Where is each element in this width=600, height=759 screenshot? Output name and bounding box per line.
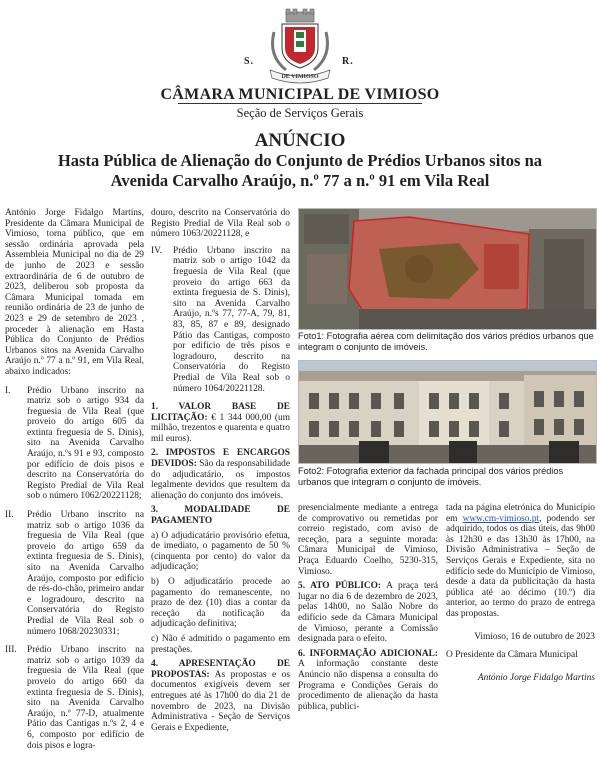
section-4-heading: 4. APRESENTAÇÃO DE PROPOSTAS:	[151, 659, 290, 680]
property-item-2	[5, 510, 144, 637]
delivery-address-text: presencialmente mediante a entrega de comprovativo ou remetidas por correio registado, com aviso de receção, para a seguinte morada: Câmara Municipal de Vimioso, Praça Eduardo Coelho, 5230-315, Vimioso.	[298, 503, 438, 577]
right-initial: R.	[342, 56, 354, 67]
section-6	[298, 649, 438, 713]
org-name: CÂMARA MUNICIPAL DE VIMIOSO	[160, 86, 440, 103]
intro-paragraph: António Jorge Fidalgo Martins, Presidente da Câmara Municipal de Vimioso, torna público, que em sessão ordinária aprovada pela Assembleia Municipal no dia de 29 de junho de 2023 e sessão extraordinária de 6 de outubro de 2023, deliberou sob proposta da Câmara Municipal tomada em reunião ordinária de 23 de junho de 2023 e 29 de setembro de 2023 , proceder à alienação em Hasta Pública do Conjunto de Prédios Urbanos sitos na Avenida Carvalho Araújo n.º 77 a n.º 91, em Vila Real, abaixo indicados:	[5, 208, 144, 377]
department-name: Seção de Serviços Gerais	[236, 106, 364, 120]
property-item-1	[5, 386, 144, 503]
column-1	[5, 208, 144, 759]
column-2	[151, 208, 290, 737]
property-item-4	[151, 246, 290, 394]
item-number: III.	[5, 645, 17, 656]
property-item-3	[5, 645, 144, 751]
section-1-heading: 1. VALOR BASE DE LICITAÇÃO:	[151, 402, 290, 423]
section-3-a: a) O adjudicatário provisório efetua, de imediato, o pagamento de 50 % (cinquenta por cento) do valor da adjudicação;	[151, 530, 290, 573]
column-3	[298, 503, 438, 716]
item-text: Prédio Urbano inscrito na matriz sob o artigo 1039 da freguesia de Vila Real (que proveio do artigo 660 da extinta freguesia de S. Dinis), sito na Avenida Carvalho Araújo, n.º 77-D, atualmente Pátio das Cantigas n.ºs 2, 4 e 6, composto por edifício de dois pisos e logra-	[27, 645, 144, 751]
item-text: Prédio Urbano inscrito na matriz sob o artigo 1042 da freguesia de Vila Real (que proveio do artigo 663 da extinta freguesia de S. Dinis), sito na Avenida Carvalho Araújo, n.ºs 77, 77-A, 79, 81, 83, 85, 87 e 89, designado Pátio das Cantigas, composto por edifício de três pisos e logradouro, descrito na Conservatória do Registo Predial de Vila Real sob o número 1064/20221128.	[173, 245, 290, 394]
section-1	[151, 402, 290, 444]
facade-photo	[298, 360, 597, 464]
section-6-heading: 6. INFORMAÇÃO ADICIONAL:	[298, 648, 438, 659]
section-6-text: A informação constante deste Anúncio não dispensa a consulta do Programa e Condições Gerais do procedimento de alienação da hasta pública, publici-	[298, 659, 438, 712]
signatory-role: O Presidente da Câmara Municipal	[446, 650, 578, 661]
section-4	[151, 659, 290, 733]
section-4-text: As propostas e os documentos exigíveis devem ser entregues até às 17h00 do dia 21 de novembro de 2023, na Divisão Administrativa - Seção de Serviços Gerais e Expediente,	[151, 669, 290, 733]
notice-title: ANÚNCIO	[254, 130, 346, 151]
figure-1-caption: Foto1: Fotografia aérea com delimitação dos vários prédios urbanos que integram o conjunto de imóveis.	[298, 331, 594, 352]
section-3-c: c) Não é admitido o pagamento em prestações.	[151, 633, 290, 655]
aerial-photo	[298, 208, 597, 330]
section-5-heading: 5. ATO PÚBLICO:	[298, 581, 382, 592]
section-2-text: São da responsabilidade do adjudicatário, os impostos legalmente devidos que resultem da alienação do conjunto dos imóveis.	[151, 459, 291, 501]
section-5-text: A praça terá lugar no dia 6 de dezembro de 2023, pelas 14h00, no Salão Nobre do edifício sede da Câmara Municipal de Vimioso, perante a Comissão designada para o efeito.	[298, 581, 438, 645]
crest-ribbon-text: DE VIMIOSO	[281, 74, 319, 80]
signatory-name: António Jorge Fidalgo Martins	[477, 672, 595, 683]
section-3-b: b) O adjudicatário procede ao pagamento do remanescente, no prazo de dez (10) dias a contar da receção da notificação da adjudicação definitiva;	[151, 577, 290, 630]
notice-date: Vimioso, 16 de outubro de 2023	[474, 631, 595, 642]
notice-headline: Hasta Pública de Alienação do Conjunto de Prédios Urbanos sitos na Avenida Carvalho Araújo, n.º 77 a n.º 91 em Vila Real	[57, 151, 543, 190]
publication-text-before: tada na página eletrónica do Município em	[446, 503, 595, 524]
section-1-text: € 1 344 000,00 (um milhão, trezentos e quarenta e quatro mil euros).	[151, 412, 291, 444]
section-2	[151, 448, 290, 501]
header-rule	[178, 103, 422, 104]
section-5	[298, 581, 438, 645]
website-link[interactable]: www.cm-vimioso.pt	[462, 513, 540, 524]
section-3	[151, 505, 290, 526]
publication-paragraph	[446, 503, 595, 620]
item-number: II.	[5, 510, 14, 521]
item-text: Prédio Urbano inscrito na matriz sob o artigo 934 da freguesia de Vila Real (que proveio do artigo 605 da extinta freguesia de S. Dinis), sito na Avenida Carvalho Araújo, n.ºs 91 e 93, composto por edifício de dois pisos e descrito na Conservatória do Registo Predial de Vila Real sob o número 1062/20221128;	[27, 385, 144, 502]
item-number: IV.	[151, 245, 163, 256]
column-4	[446, 503, 595, 687]
publication-text-after: , podendo ser adquirido, todos os dias úteis, das 9h00 às 12h30 e das 13h30 às 17h00, na Divisão Administrativa – Seção de Serviços Gerais e Expediente, sita no edifício sede do Município de Vimioso, desde a data da publicitação da hasta pública até ao décimo (10.º) dia anterior, ao termo do prazo de entrega das propostas.	[446, 513, 596, 619]
section-2-heading: 2. IMPOSTOS E ENCARGOS DEVIDOS:	[151, 448, 290, 470]
item-number: I.	[5, 385, 11, 396]
figure-2-caption: Foto2: Fotografia exterior da fachada principal dos vários prédios urbanos que integram o conjunto de imóveis.	[298, 466, 564, 487]
municipal-crest-icon	[258, 8, 342, 84]
section-3-heading: 3. MODALIDADE DE PAGAMENTO	[151, 505, 290, 527]
item-text: Prédio Urbano inscrito na matriz sob o artigo 1036 da freguesia de Vila Real (que proveio do artigo 659 da extinta freguesia de S. Dinis), sito na Avenida Carvalho Araújo, composto por edifício de rés-do-chão, primeiro andar e logradouro, descrito na Conservatória do Registo Predial de Vila Real sob o número 1068/20230331;	[27, 510, 144, 637]
item-3-continuation: douro, descrito na Conservatória do Registo Predial de Vila Real sob o número 1063/20221128, e	[151, 208, 290, 240]
left-initial: S.	[244, 56, 255, 67]
